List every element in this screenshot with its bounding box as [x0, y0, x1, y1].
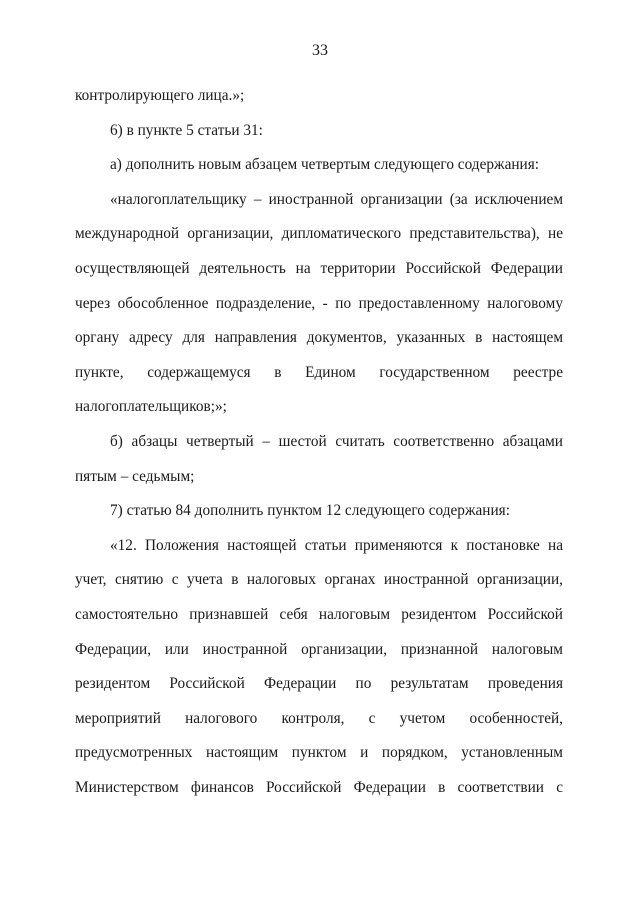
text-line: мероприятий налогового контроля, с учетом особенностей,: [75, 709, 563, 727]
text-line: пункте, содержащемуся в Едином государственном реестре: [75, 363, 563, 381]
text-line: 7) статью 84 дополнить пунктом 12 следующего содержания:: [110, 502, 510, 520]
text-line: Министерством финансов Российской Федерации в соответствии с: [75, 778, 563, 796]
paragraph: [75, 501, 563, 536]
text-line: а) дополнить новым абзацем четвертым следующего содержания:: [110, 156, 540, 174]
text-line: осуществляющей деятельность на территории Российской Федерации: [75, 259, 563, 277]
text-line: пятым – седьмым;: [75, 467, 195, 485]
text-line: Федерации, или иностранной организации, признанной налоговым: [75, 640, 563, 658]
paragraph: [75, 121, 563, 156]
text-line: налогоплательщиков;»;: [75, 398, 227, 416]
text-line: резидентом Российской Федерации по результатам проведения: [75, 675, 563, 693]
text-line: контролирующего лица.»;: [75, 87, 245, 104]
text-line: через обособленное подразделение, - по предоставленному налоговому: [75, 294, 563, 312]
text-line: «налогоплательщику – иностранной организации (за исключением: [110, 190, 563, 208]
text-line: учет, снятию с учета в налоговых органах иностранной организации,: [75, 571, 563, 589]
paragraph: [75, 155, 563, 190]
paragraph: [75, 432, 563, 501]
text-line: 6) в пункте 5 статьи 31:: [110, 121, 263, 139]
text-line: предусмотренных настоящим пунктом и порядком, установленным: [75, 744, 563, 762]
document-body: [75, 86, 563, 812]
text-line: «12. Положения настоящей статьи применяются к постановке на: [110, 536, 563, 554]
page-number: 33: [312, 42, 328, 59]
paragraph: [75, 86, 563, 121]
paragraph: [75, 536, 563, 813]
text-line: органу адресу для направления документов, указанных в настоящем: [75, 329, 563, 347]
text-line: б) абзацы четвертый – шестой считать соответственно абзацами: [110, 432, 563, 450]
paragraph: [75, 190, 563, 432]
text-line: международной организации, дипломатического представительства), не: [75, 225, 563, 243]
text-line: самостоятельно признавшей себя налоговым резидентом Российской: [75, 605, 563, 623]
